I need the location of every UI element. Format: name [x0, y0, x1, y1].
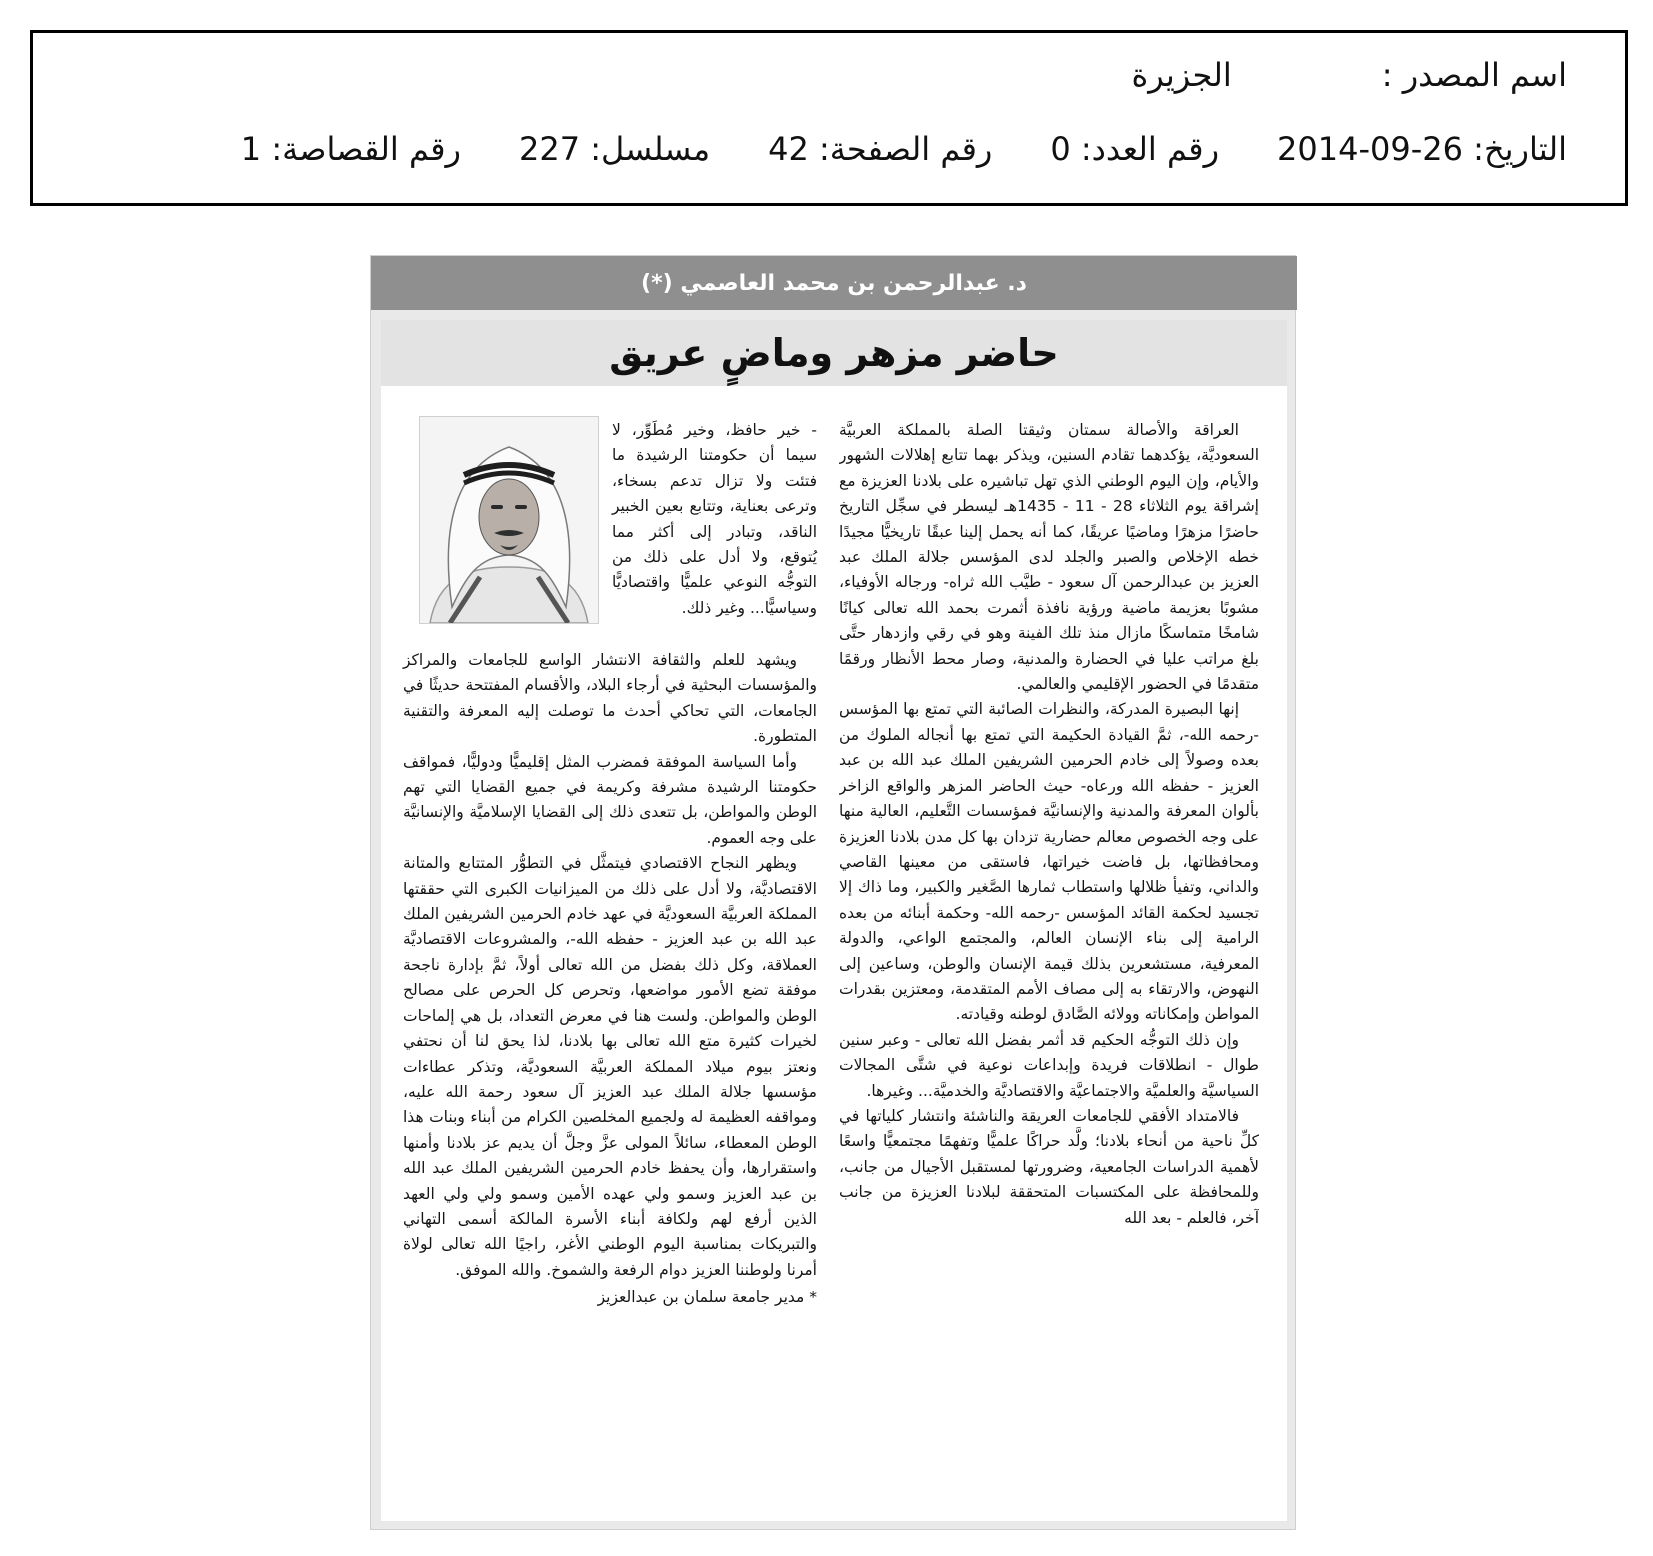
portrait-svg	[420, 417, 598, 623]
paragraph: ويظهر النجاح الاقتصادي فيتمثَّل في التطوُّر المتتابع والمتانة الاقتصاديَّة، ولا أدل على ذلك من الميزانيات الكبرى التي حققتها المملكة العربيَّة السعوديَّة في عهد خادم الحرمين الشريفين الملك عبد الله بن عبد العزيز - حفظه الله-، والمشروعات الاقتصاديَّة العملاقة، وكل ذلك بفضل من الله تعالى أولاً، ثمَّ بإدارة ناجحة موفقة تضع الأمور مواضعها، وتحرص كل الحرص على مصالح الوطن والمواطن. ولست هنا في معرض التعداد، بل هي إلماحات لخيرات كثيرة متع الله تعالى بها بلادنا، لذا يحق لنا أن نحتفي ونعتز بيوم ميلاد المملكة العربيَّة السعوديَّة، وتذكر عطاءات مؤسسها جلالة الملك عبد العزيز آل سعود رحمة الله عليه، ومواقفه العظيمة له ولجميع المخلصين الكرام من أبناء وبنات هذا الوطن المعطاء، سائلاً المولى عزَّ وجلَّ أن يديم عز بلادنا وأمنها واستقرارها، وأن يحفظ خادم الحرمين الشريفين الملك عبد الله بن عبد العزيز وسمو ولي عهده الأمين وسمو ولي ولي العهد الذين أرفع لهم ولكافة أبناء الأسرة المالكة أسمى التهاني والتبريكات بمناسبة اليوم الوطني الأغر، راجيًا الله تعالى لولاة أمرنا ولوطننا العزيز دوام الرفعة والشموخ. والله الموفق.	[403, 854, 817, 1279]
author-bar	[371, 256, 1297, 310]
title-bar	[381, 320, 1287, 386]
article-column-left-top	[612, 418, 817, 621]
clip-label: رقم القصاصة:	[271, 130, 461, 168]
article-column-left	[403, 648, 817, 1311]
article-column-right	[839, 418, 1259, 1518]
paragraph: العراقة والأصالة سمتان وثيقتا الصلة بالمملكة العربيَّة السعوديَّة، يؤكدهما تقادم السنين، ويذكر بهما تتابع إهلالات الشهور والأيام، وإن اليوم الوطني الذي تهل تباشيره على بلادنا العزيزة مع إشراقة يوم الثلاثاء 28 - 11 - 1435هـ ليسطر في سجِّل التاريخ حاضرًا مزهرًا وماضيًا عريقًا، كما أنه يحمل إلينا عبقًا تاريخيًّا مجيدًا خطه الإخلاص والصبر والجلد لدى المؤسس جلالة الملك عبد العزيز بن عبدالرحمن آل سعود - طيَّب الله ثراه- ورجاله الأوفياء، مشوبًا بعزيمة ماضية ورؤية نافذة أثمرت بحمد الله تعالى كيانًا شامخًا متماسكًا مازال منذ تلك الفينة وهو في رقي وازدهار حتَّى بلغ مراتب عليا في الحضارة والمدنية، وصار محط الأنظار ورقمًا متقدمًا في الحضور الإقليمي والعالمي.	[839, 421, 1259, 694]
source-value: الجزيرة	[1131, 56, 1232, 94]
paragraph: فالامتداد الأفقي للجامعات العريقة والناشئة وانتشار كلياتها في كلِّ ناحية من أنحاء بلادنا؛ ولَّد حراكًا علميًّا وتفهمًا مجتمعيًّا واسعًا لأهمية الدراسات الجامعية، وضرورتها لمستقبل الأجيال من جانب، وللمحافظة على المكتسبات المتحققة لبلادنا العزيزة من جانب آخر، فالعلم - بعد الله	[839, 1106, 1259, 1227]
paragraph: وإن ذلك التوجُّه الحكيم قد أثمر بفضل الله تعالى - وعبر سنين طوال - انطلاقات فريدة وإبداعات نوعية في شتَّى المجالات السياسيَّة والعلميَّة والاجتماعيَّة والاقتصاديَّة والخدميَّة... وغيرها.	[839, 1030, 1259, 1100]
date-value: 2014-09-26	[1277, 130, 1463, 168]
serial-value: 227	[518, 130, 581, 168]
source-row	[1131, 55, 1567, 95]
paragraph: وأما السياسة الموفقة فمضرب المثل إقليميًّا ودوليًّا، فمواقف حكومتنا الرشيدة مشرفة وكريمة في جميع القضايا التي تهم الوطن والمواطن، بل تتعدى ذلك إلى القضايا الإسلاميَّة والإنسانيَّة على وجه العموم.	[403, 752, 817, 847]
details-row	[241, 129, 1567, 169]
author-footnote: * مدير جامعة سلمان بن عبدالعزيز	[597, 1288, 817, 1307]
paragraph: إنها البصيرة المدركة، والنظرات الصائبة التي تمتع بها المؤسس -رحمه الله-، ثمَّ القيادة الحكيمة التي تمتع بها أنجاله الملوك من بعده وصولاً إلى خادم الحرمين الشريفين الملك عبد الله بن عبد العزيز - حفظه الله ورعاه- حيث الحاضر المزهر والواقع الزاخر بألوان المعرفة والمدنية والإنسانيَّة فمؤسسات التَّعليم، العالية منها على وجه الخصوص معالم حضارية تزدان بها كل مدن بلادنا العزيزة ومحافظاتها، بل فاضت خيراتها، فاستقى من معينها القاصي والداني، وتفيأ ظلالها واستطاب ثمارها الصَّغير والكبير، وما ذاك إلا تجسيد لحكمة القائد المؤسس -رحمه الله- وحكمة أبنائه من بعده الرامية إلى بناء الإنسان العالم، والمجتمع الواعي، والدولة المعرفية، مستشعرين بذلك قيمة الإنسان والوطن، وساعين إلى النهوض، والارتقاء به إلى مصاف الأمم المتقدمة، ومعتزين بقدرات المواطن وإمكاناته وولائه الصَّادق لوطنه وقيادته.	[839, 700, 1259, 1024]
author-name: د. عبدالرحمن بن محمد العاصمي (*)	[641, 270, 1027, 296]
page-value: 42	[768, 130, 809, 168]
article-body	[381, 386, 1287, 1521]
issue-value: 0	[1050, 130, 1071, 168]
newspaper-clipping	[370, 255, 1296, 1530]
source-label: اسم المصدر :	[1381, 56, 1567, 94]
paragraph: ويشهد للعلم والثقافة الانتشار الواسع للجامعات والمراكز والمؤسسات البحثية في أرجاء البلاد، والأقسام المفتتحة حديثًا في الجامعات، التي تحاكي أحدث ما توصلت إليه المعرفة والتقنية المتطورة.	[403, 651, 817, 746]
date-label: التاريخ:	[1473, 130, 1567, 168]
clipping-metadata-box	[30, 30, 1628, 206]
paragraph: - خير حافظ، وخير مُطَوِّر، لا سيما أن حكومتنا الرشيدة ما فتئت ولا تزال تدعم بسخاء، وترعى بعناية، وتتابع بعين الخبير الناقد، وتبادر إلى أكثر مما يُتوقع، ولا أدل على ذلك من التوجُّه النوعي علميًّا واقتصاديًّا وسياسيًّا... وغير ذلك.	[612, 421, 817, 617]
page-label: رقم الصفحة:	[818, 130, 993, 168]
issue-label: رقم العدد:	[1080, 130, 1220, 168]
serial-label: مسلسل:	[590, 130, 711, 168]
article-title: حاضر مزهر وماضٍ عريق	[609, 331, 1059, 375]
clip-value: 1	[240, 130, 262, 168]
author-portrait-icon	[419, 416, 599, 624]
